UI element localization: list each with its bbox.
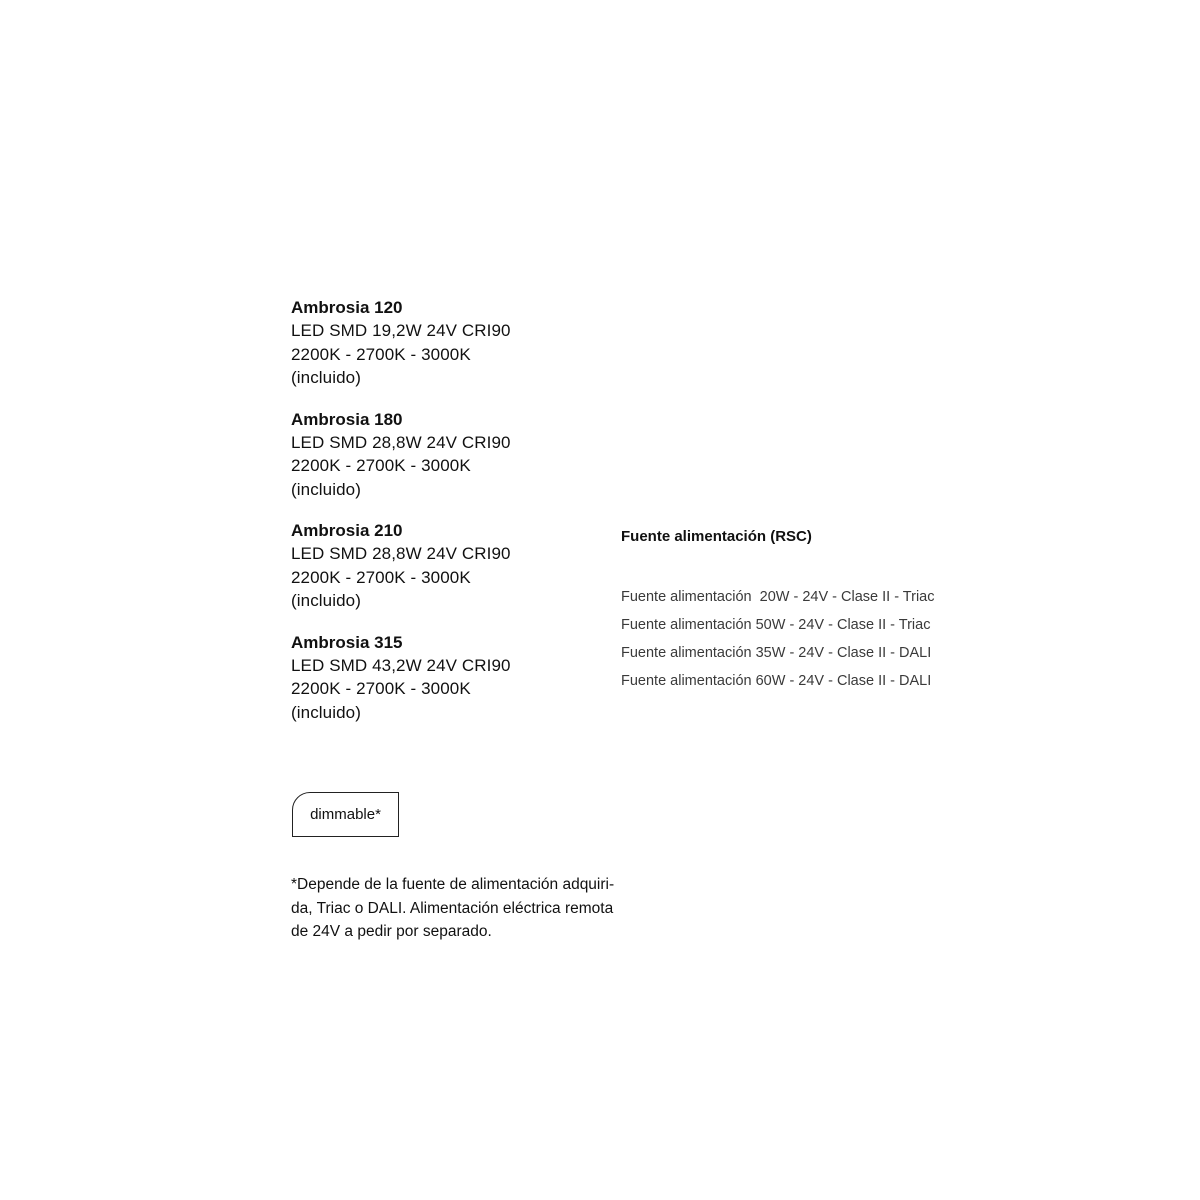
product-list (291, 296, 611, 742)
footnote-line: da, Triac o DALI. Alimentación eléctrica remota (291, 899, 614, 917)
power-supply-item: Fuente alimentación 50W - 24V - Clase II - Triac (621, 617, 931, 633)
product-name: Ambrosia 180 (291, 409, 403, 429)
product-spec: LED SMD 28,8W 24V CRI90 (291, 544, 511, 563)
product-included-note: (incluido) (291, 702, 361, 722)
product-color-temps: 2200K - 2700K - 3000K (291, 567, 471, 587)
footnote-line: *Depende de la fuente de alimentación adquiri- (291, 876, 615, 893)
product-spec: LED SMD 28,8W 24V CRI90 (291, 432, 511, 452)
product-color-temps: 2200K - 2700K - 3000K (291, 679, 471, 698)
dimmable-badge (292, 792, 399, 837)
product-ambrosia-210 (291, 519, 611, 613)
product-ambrosia-120 (291, 296, 611, 390)
product-name: Ambrosia 315 (291, 632, 403, 652)
product-ambrosia-180 (291, 408, 611, 502)
power-supply-item: Fuente alimentación 20W - 24V - Clase II - Triac (621, 589, 935, 605)
product-included-note: (incluido) (291, 368, 361, 387)
product-color-temps: 2200K - 2700K - 3000K (291, 456, 471, 475)
product-color-temps: 2200K - 2700K - 3000K (291, 344, 471, 364)
power-supply-heading: Fuente alimentación (RSC) (621, 528, 812, 545)
product-included-note: (incluido) (291, 479, 361, 499)
power-supply-section (621, 527, 1041, 695)
product-name: Ambrosia 210 (291, 521, 403, 540)
product-ambrosia-315 (291, 631, 611, 725)
product-spec: LED SMD 43,2W 24V CRI90 (291, 655, 511, 675)
power-supply-item: Fuente alimentación 60W - 24V - Clase II - DALI (621, 673, 932, 689)
dimmable-badge-label: dimmable* (310, 806, 381, 823)
product-name: Ambrosia 120 (291, 298, 403, 317)
footnote-line: de 24V a pedir por separado. (291, 923, 492, 940)
footnote (291, 873, 651, 944)
product-included-note: (incluido) (291, 591, 361, 610)
product-spec: LED SMD 19,2W 24V CRI90 (291, 321, 511, 340)
power-supply-item: Fuente alimentación 35W - 24V - Clase II - DALI (621, 645, 932, 661)
